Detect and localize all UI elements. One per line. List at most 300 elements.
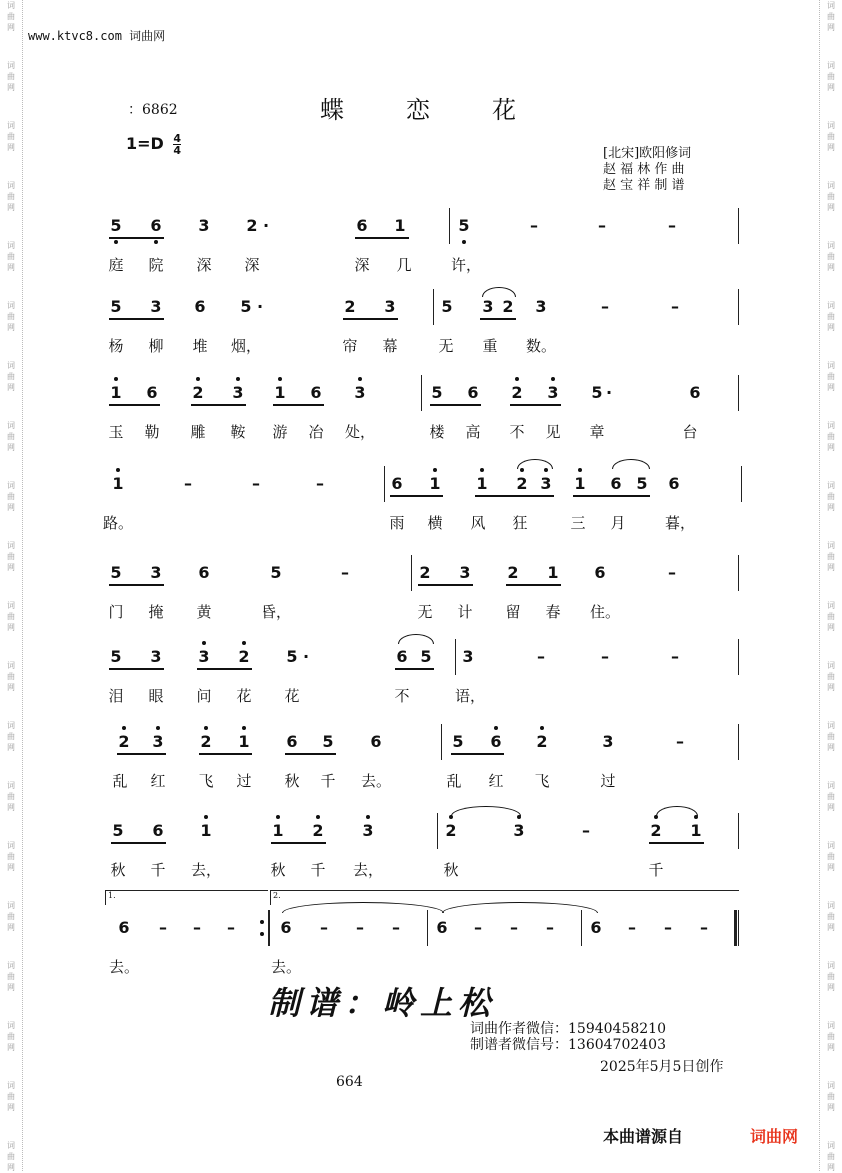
note: – [474, 918, 482, 937]
watermark-text: 词 曲 网 [827, 61, 835, 92]
watermark-text: 词 曲 网 [7, 421, 15, 452]
creation-date: 2025年5月5日创作 [600, 1059, 724, 1075]
note: 1 [112, 474, 124, 493]
note: 5 [286, 647, 298, 666]
watermark-text: 词 曲 网 [7, 1081, 15, 1112]
lyric: 见 [545, 423, 561, 441]
octave-dot [578, 468, 582, 472]
note: 1 [110, 383, 122, 402]
octave-dot [242, 726, 246, 730]
slur [517, 459, 553, 469]
note: 3 [150, 563, 162, 582]
beam [475, 495, 554, 497]
lyric: 深 [244, 256, 260, 274]
beam [285, 753, 336, 755]
note: – [227, 918, 235, 937]
source-label: 本曲谱源自 [603, 1127, 684, 1146]
lyric: 堆 [192, 337, 208, 355]
note: – [628, 918, 636, 937]
beam [506, 584, 561, 586]
note: 2 [516, 474, 528, 493]
lyric: 问 [196, 687, 212, 705]
note: 6 [146, 383, 158, 402]
note: 6 [396, 647, 408, 666]
note: 6 [370, 732, 382, 751]
watermark-text: 词 曲 网 [7, 901, 15, 932]
octave-dot [114, 377, 118, 381]
note: 2 [419, 563, 431, 582]
right-watermark-strip [819, 0, 842, 1171]
note: – [510, 918, 518, 937]
lyric: 不 [509, 423, 525, 441]
site-header[interactable]: www.ktvc8.com 词曲网 [28, 29, 166, 43]
watermark-text: 词 曲 网 [827, 1141, 835, 1172]
beam [451, 753, 504, 755]
lyric: 帘 [342, 337, 358, 355]
note: 3 [152, 732, 164, 751]
slur [451, 806, 521, 816]
note: – [700, 918, 708, 937]
note: 2 [118, 732, 130, 751]
note: 2 [502, 297, 514, 316]
watermark-text: 词 曲 网 [7, 1, 15, 32]
slur [656, 806, 698, 816]
octave-dot [122, 726, 126, 730]
lyric: 庭 [108, 256, 124, 274]
key-label: 1=D [126, 134, 164, 153]
beam [273, 404, 324, 406]
lyric: 冶 [308, 423, 324, 441]
watermark-text: 词 曲 网 [7, 1141, 15, 1172]
lyric: 狂 [512, 514, 528, 532]
octave-dot [154, 240, 158, 244]
note: 3 [232, 383, 244, 402]
beam [510, 404, 561, 406]
lyric: 语， [454, 687, 486, 705]
lyric: 千 [310, 861, 326, 879]
note: – [316, 474, 324, 493]
watermark-text: 词 曲 网 [827, 241, 835, 272]
note: · [302, 647, 310, 666]
note: – [530, 216, 538, 235]
lyric: 台 [682, 423, 698, 441]
lyric: 千 [150, 861, 166, 879]
credits [603, 146, 691, 194]
note: – [676, 732, 684, 751]
note: 5 [441, 297, 453, 316]
lyric: 花 [236, 687, 252, 705]
contact-transcriber: 制谱者微信号：13604702403 [470, 1037, 666, 1053]
note: – [341, 563, 349, 582]
note: 5 [458, 216, 470, 235]
barline [441, 724, 442, 760]
note: 1 [274, 383, 286, 402]
note: 5 [636, 474, 648, 493]
note: 2 [200, 732, 212, 751]
note: – [392, 918, 400, 937]
lyric: 雨 [389, 514, 405, 532]
barline [384, 466, 385, 502]
note: 6 [152, 821, 164, 840]
watermark-text: 词 曲 网 [827, 661, 835, 692]
lyric: 无 [417, 603, 433, 621]
lyric: 留 [505, 603, 521, 621]
octave-dot [494, 726, 498, 730]
note: – [601, 297, 609, 316]
note: – [671, 647, 679, 666]
note: 5 [420, 647, 432, 666]
octave-dot [316, 815, 320, 819]
note: · [256, 297, 264, 316]
watermark-text: 词 曲 网 [827, 601, 835, 632]
note: 6 [590, 918, 602, 937]
note: – [184, 474, 192, 493]
note: – [668, 563, 676, 582]
lyric: 勒 [144, 423, 160, 441]
watermark-text: 词 曲 网 [827, 721, 835, 752]
final-bar [734, 910, 737, 946]
slur [612, 459, 650, 469]
note: 3 [482, 297, 494, 316]
beam [395, 668, 434, 670]
lyric: 院 [148, 256, 164, 274]
lyric: 去， [352, 861, 384, 879]
note: – [668, 216, 676, 235]
note: 6 [467, 383, 479, 402]
octave-dot [242, 641, 246, 645]
lyric: 鞍 [230, 423, 246, 441]
note: 6 [286, 732, 298, 751]
octave-dot [358, 377, 362, 381]
note: 6 [594, 563, 606, 582]
note: 6 [610, 474, 622, 493]
note: 5 [591, 383, 603, 402]
time-signature [173, 133, 181, 156]
watermark-text: 词 曲 网 [7, 361, 15, 392]
note: 3 [459, 563, 471, 582]
volta-2: 2. [270, 890, 739, 905]
note: 2 [650, 821, 662, 840]
note: 6 [310, 383, 322, 402]
watermark-text: 词 曲 网 [827, 1, 835, 32]
barline [738, 639, 739, 675]
note: 3 [150, 297, 162, 316]
barline [738, 289, 739, 325]
watermark-text: 词 曲 网 [7, 601, 15, 632]
lyric: 黄 [196, 603, 212, 621]
lyric: 门 [108, 603, 124, 621]
note: 2 [511, 383, 523, 402]
credit-composer: 赵 福 林 作 曲 [603, 162, 685, 177]
note: 3 [198, 216, 210, 235]
lyric: 月 [610, 514, 626, 532]
lyric: 杨 [108, 337, 124, 355]
note: 6 [150, 216, 162, 235]
note: 5 [431, 383, 443, 402]
note: 5 [110, 216, 122, 235]
lyric: 处， [344, 423, 376, 441]
note: 2 [312, 821, 324, 840]
lyric: 去， [190, 861, 222, 879]
octave-dot [196, 377, 200, 381]
lyric: 计 [457, 603, 473, 621]
time-sig-bottom: 4 [173, 144, 182, 157]
note: 1 [429, 474, 441, 493]
lyric: 雕 [190, 423, 206, 441]
watermark-text: 词 曲 网 [7, 781, 15, 812]
octave-dot [114, 240, 118, 244]
watermark-text: 词 曲 网 [827, 361, 835, 392]
note: 2 [246, 216, 258, 235]
watermark-text: 词 曲 网 [7, 1021, 15, 1052]
time-sig-top: 4 [173, 132, 182, 145]
lyric: 乱 [446, 772, 462, 790]
note: – [601, 647, 609, 666]
note: 6 [356, 216, 368, 235]
note: – [193, 918, 201, 937]
note: 5 [452, 732, 464, 751]
watermark-text: 词 曲 网 [7, 181, 15, 212]
barline [738, 813, 739, 849]
note: 3 [198, 647, 210, 666]
barline [449, 208, 450, 244]
beam [109, 318, 164, 320]
beam [649, 842, 704, 844]
watermark-text: 词 曲 网 [827, 961, 835, 992]
volta-1: 1. [105, 890, 268, 905]
credit-lyricist: [北宋]欧阳修词 [603, 146, 692, 161]
note: 3 [547, 383, 559, 402]
title-char: 恋 [406, 96, 430, 124]
note: 6 [280, 918, 292, 937]
beam [191, 404, 246, 406]
watermark-text: 词 曲 网 [827, 541, 835, 572]
octave-dot [236, 377, 240, 381]
note: 3 [602, 732, 614, 751]
beam [117, 753, 166, 755]
slur [398, 634, 434, 644]
note: 3 [513, 821, 525, 840]
note: 6 [668, 474, 680, 493]
lyric: 住。 [589, 603, 621, 621]
note: 1 [547, 563, 559, 582]
barline [738, 910, 739, 946]
lyric: 秋 [110, 861, 126, 879]
beam [480, 318, 516, 320]
repeat-dot [260, 920, 264, 924]
lyric: 过 [600, 772, 616, 790]
note: 1 [574, 474, 586, 493]
note: 3 [150, 647, 162, 666]
note: – [356, 918, 364, 937]
note: – [598, 216, 606, 235]
note: 1 [200, 821, 212, 840]
beam [109, 404, 160, 406]
watermark-text: 词 曲 网 [7, 841, 15, 872]
watermark-text: 词 曲 网 [827, 421, 835, 452]
lyric: 红 [488, 772, 504, 790]
lyric: 去。 [360, 772, 392, 790]
lyric: 飞 [534, 772, 550, 790]
lyric: 秋 [270, 861, 286, 879]
note: 6 [198, 563, 210, 582]
note: 2 [507, 563, 519, 582]
note: 3 [384, 297, 396, 316]
note: 3 [540, 474, 552, 493]
note: 5 [112, 821, 124, 840]
octave-dot [551, 377, 555, 381]
watermark-text: 词 曲 网 [7, 961, 15, 992]
watermark-text: 词 曲 网 [7, 241, 15, 272]
beam [109, 668, 164, 670]
beam [197, 668, 252, 670]
note: – [159, 918, 167, 937]
key-signature [126, 133, 181, 156]
lyric: 楼 [429, 423, 445, 441]
octave-dot [278, 377, 282, 381]
note: – [664, 918, 672, 937]
score-number: ：6862 [128, 102, 178, 118]
credit-transcriber: 赵 宝 祥 制 谱 [603, 178, 685, 193]
note: 3 [535, 297, 547, 316]
lyric: 横 [427, 514, 443, 532]
barline [581, 910, 582, 946]
lyric: 飞 [198, 772, 214, 790]
lyric: 不 [394, 687, 410, 705]
note: 5 [110, 647, 122, 666]
note: · [262, 216, 270, 235]
beam [199, 753, 252, 755]
note: 1 [690, 821, 702, 840]
lyric: 无 [438, 337, 454, 355]
octave-dot [540, 726, 544, 730]
lyric: 几 [396, 256, 412, 274]
source-brand[interactable]: 词曲网 [750, 1127, 799, 1146]
lyric: 乱 [112, 772, 128, 790]
lyric: 去。 [108, 958, 140, 976]
watermark-text: 词 曲 网 [7, 661, 15, 692]
octave-dot [366, 815, 370, 819]
note: 3 [354, 383, 366, 402]
octave-dot [202, 641, 206, 645]
lyric: 章 [589, 423, 605, 441]
lyric: 花 [284, 687, 300, 705]
song-title [320, 90, 578, 125]
note: 6 [194, 297, 206, 316]
barline [738, 555, 739, 591]
lyric: 数。 [525, 337, 557, 355]
octave-dot [116, 468, 120, 472]
watermark-text: 词 曲 网 [7, 721, 15, 752]
note: 5 [110, 563, 122, 582]
lyric: 千 [320, 772, 336, 790]
note: 1 [238, 732, 250, 751]
title-char: 花 [492, 96, 516, 124]
beam [390, 495, 443, 497]
lyric: 深 [354, 256, 370, 274]
slur [482, 287, 516, 297]
note: 3 [362, 821, 374, 840]
octave-dot [276, 815, 280, 819]
lyric: 玉 [108, 423, 124, 441]
lyric: 风 [470, 514, 486, 532]
watermark-text: 词 曲 网 [827, 121, 835, 152]
note: 2 [238, 647, 250, 666]
note: 2 [192, 383, 204, 402]
beam [355, 237, 409, 239]
barline [411, 555, 412, 591]
lyric: 高 [465, 423, 481, 441]
beam [573, 495, 650, 497]
lyric: 昏， [260, 603, 292, 621]
note: 3 [462, 647, 474, 666]
octave-dot [433, 468, 437, 472]
lyric: 柳 [148, 337, 164, 355]
note: 6 [689, 383, 701, 402]
note: 2 [536, 732, 548, 751]
beam [343, 318, 398, 320]
watermark-text: 词 曲 网 [827, 1021, 835, 1052]
watermark-text: 词 曲 网 [827, 481, 835, 512]
note: – [671, 297, 679, 316]
watermark-text: 词 曲 网 [827, 901, 835, 932]
lyric: 秋 [443, 861, 459, 879]
repeat-bar [268, 910, 270, 946]
lyric: 游 [272, 423, 288, 441]
watermark-text: 词 曲 网 [827, 841, 835, 872]
note: 5 [240, 297, 252, 316]
note: · [605, 383, 613, 402]
lyric: 许， [450, 256, 482, 274]
barline [738, 208, 739, 244]
note: 5 [110, 297, 122, 316]
note: – [537, 647, 545, 666]
lyric: 暮， [664, 514, 696, 532]
page-number: 664 [336, 1074, 363, 1090]
lyric: 烟， [230, 337, 262, 355]
note: – [252, 474, 260, 493]
lyric: 重 [482, 337, 498, 355]
note: 2 [344, 297, 356, 316]
lyric: 红 [150, 772, 166, 790]
beam [430, 404, 481, 406]
lyric: 幕 [382, 337, 398, 355]
octave-dot [480, 468, 484, 472]
note: – [582, 821, 590, 840]
octave-dot [204, 726, 208, 730]
note: 1 [476, 474, 488, 493]
lyric: 秋 [284, 772, 300, 790]
watermark-text: 词 曲 网 [7, 541, 15, 572]
note: 5 [322, 732, 334, 751]
note: – [546, 918, 554, 937]
beam [109, 584, 164, 586]
repeat-dot [260, 932, 264, 936]
barline [741, 466, 742, 502]
note: 5 [270, 563, 282, 582]
octave-dot [156, 726, 160, 730]
note: 1 [272, 821, 284, 840]
note: 2 [445, 821, 457, 840]
barline [433, 289, 434, 325]
lyric: 去。 [270, 958, 302, 976]
watermark-text: 词 曲 网 [7, 61, 15, 92]
lyric: 深 [196, 256, 212, 274]
barline [427, 910, 428, 946]
note: 6 [391, 474, 403, 493]
lyric: 路。 [102, 514, 134, 532]
lyric: 泪 [108, 687, 124, 705]
